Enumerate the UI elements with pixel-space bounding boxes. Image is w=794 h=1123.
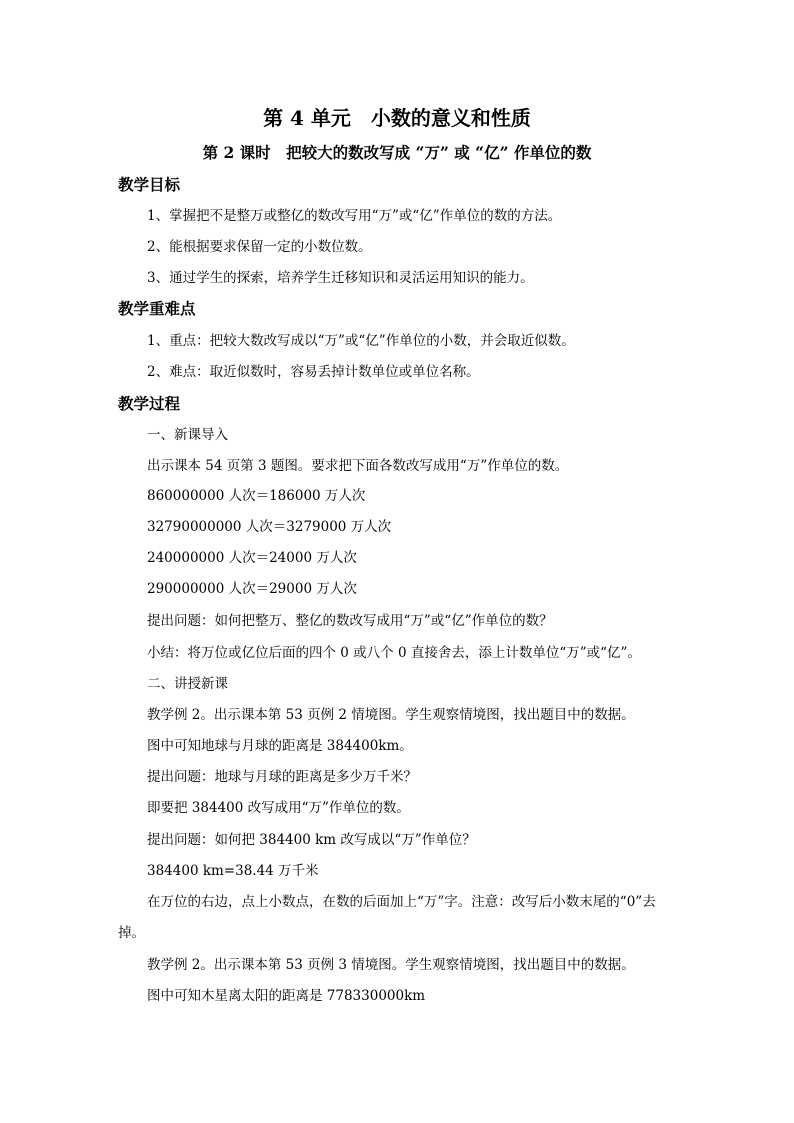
keypoint-item-1: 1、重点：把较大数改写成以“万”或“亿”作单位的小数，并会取近似数。 <box>147 333 575 349</box>
process-line-4: 32790000000 人次＝3279000 万人次 <box>147 519 392 535</box>
process-line-19: 图中可知木星离太阳的距离是 778330000km <box>147 988 426 1004</box>
process-line-2: 出示课本 54 页第 3 题图。要求把下面各数改写成用“万”作单位的数。 <box>147 458 569 474</box>
process-line-6: 290000000 人次＝29000 万人次 <box>147 581 357 597</box>
process-line-17: 掉。 <box>118 925 145 941</box>
goal-item-2: 2、能根据要求保留一定的小数位数。 <box>147 239 372 255</box>
unit-title: 第 4 单元 小数的意义和性质 <box>263 106 531 130</box>
goal-item-1: 1、掌握把不是整万或整亿的数改写用“万”或“亿”作单位的数的方法。 <box>147 208 562 224</box>
lesson-title: 第 2 课时 把较大的数改写成 “万” 或 “亿” 作单位的数 <box>202 143 592 162</box>
process-line-3: 860000000 人次＝186000 万人次 <box>147 488 366 504</box>
goal-item-3: 3、通过学生的探索，培养学生迁移知识和灵活运用知识的能力。 <box>147 270 534 286</box>
process-line-8: 小结：将万位或亿位后面的四个 0 或八个 0 直接舍去，添上计数单位“万”或“亿”。 <box>147 645 641 661</box>
process-line-18: 教学例 2。出示课本第 53 页例 3 情境图。学生观察情境图，找出题目中的数据。 <box>147 957 635 973</box>
process-line-9: 二、讲授新课 <box>147 676 228 692</box>
process-line-5: 240000000 人次＝24000 万人次 <box>147 550 357 566</box>
keypoints-heading: 教学重难点 <box>118 299 196 318</box>
process-line-15: 384400 km=38.44 万千米 <box>147 863 319 879</box>
goals-heading: 教学目标 <box>118 175 181 194</box>
process-heading: 教学过程 <box>118 394 181 413</box>
process-line-11: 图中可知地球与月球的距离是 384400km。 <box>147 738 413 754</box>
process-line-13: 即要把 384400 改写成用“万”作单位的数。 <box>147 800 410 816</box>
process-line-7: 提出问题：如何把整万、整亿的数改写成用“万”或“亿”作单位的数？ <box>147 613 553 629</box>
keypoint-item-2: 2、难点：取近似数时，容易丢掉计数单位或单位名称。 <box>147 364 480 380</box>
process-line-10: 教学例 2。出示课本第 53 页例 2 情境图。学生观察情境图，找出题目中的数据。 <box>147 707 635 723</box>
process-line-1: 一、新课导入 <box>147 427 228 443</box>
process-line-16: 在万位的右边，点上小数点，在数的后面加上“万”字。注意：改写后小数末尾的“0”去 <box>147 894 656 910</box>
process-line-14: 提出问题：如何把 384400 km 改写成以“万”作单位？ <box>147 832 476 848</box>
process-line-12: 提出问题：地球与月球的距离是多少万千米？ <box>147 769 417 785</box>
